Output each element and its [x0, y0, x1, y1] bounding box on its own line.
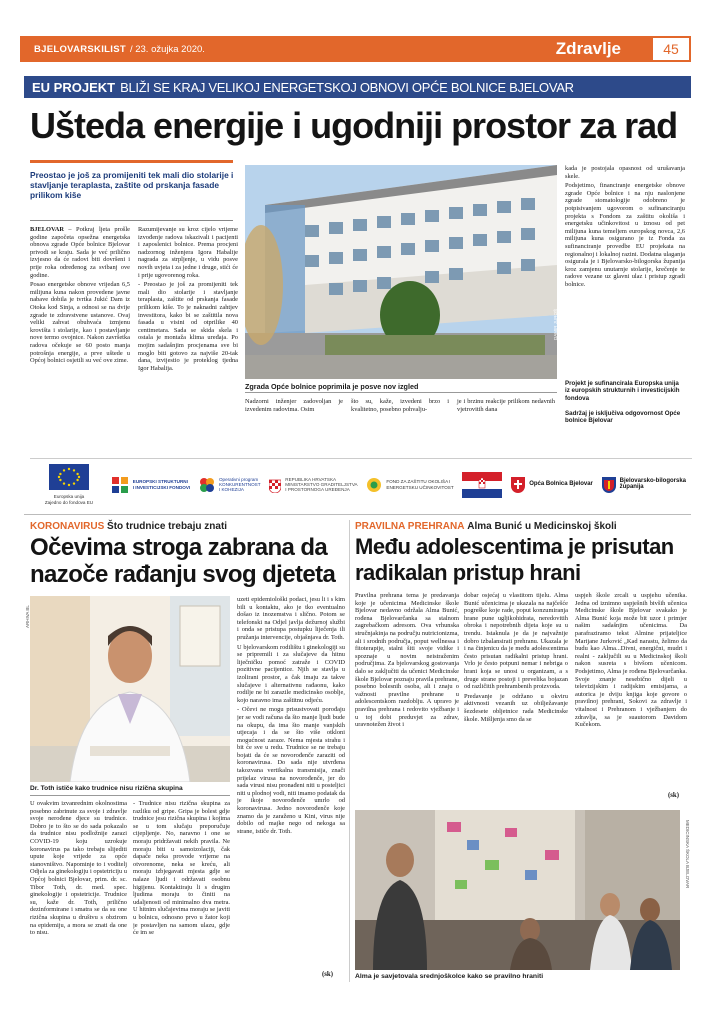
opk-text: Operativni program KONKURENTNOST I KOHEZIJA: [218, 476, 261, 493]
photo-caption: Zgrada Opće bolnice poprimila je posve nov izgled: [245, 382, 419, 391]
body-text: Razumijevanje su kroz cijelo vrijeme izvođenje radova iskazivali i pacijenti i zaposlenici bolnice. Prema procjeni nadzornog inženjera Igora Habalije nagrada za strpljenje, u vidu posve novih uvjeta i za jedne i druge, stići će i prije ugovorenog roka.: [138, 226, 238, 279]
article2-kicker: [30, 521, 345, 532]
article3-col-c: [575, 592, 687, 797]
classroom-photo: [355, 810, 680, 970]
funding-note: Projekt je sufinancirala Europska unija iz europskih strukturnih i investicijskih fondova: [565, 380, 680, 402]
article3-col-b: [464, 592, 568, 797]
issue-date: / 23. ožujka 2020.: [129, 43, 205, 55]
hospital-photo: [245, 165, 557, 379]
eu-flag-icon: [49, 464, 89, 490]
lead-rule-bottom: [30, 220, 233, 221]
bbz-text: Bjelovarsko-bilogorska županija: [619, 478, 686, 490]
doctor-image: [30, 596, 230, 782]
hospital-building-image: [245, 165, 557, 379]
article3-col-a: [355, 592, 459, 797]
esif-text: EUROPSKI STRUKTURNI I INVESTICIJSKI FONDOVI: [132, 479, 191, 490]
masthead: [20, 36, 691, 62]
caption-rule: [30, 795, 230, 796]
body-text: uspjeh škole zrcali u uspjehu učenika. Jedna od iznimno uspješnih bivših učenica Medicinske škole Bjelovar svakako je Alma Bunić koja može bit uzor i primjer našim sadašnjim učenicima. Da parafraziramo tekst Almine prijateljice Marijane Jurković „Kad narastu, želimo da budu kao Alma...Divni, energični, mudri i realni - zaključili su u Medicinskoj školi nakon susreta s bivšom učenicom. Podsjetimo, Alma je rođena Bjelovarčanka. Svoje znanje nesebično dijeli u televizijskim i radijskim emisijama, a autorica je dviju knjiga koje govore o pravilnoj prehrani, Sokovi za zdravlje i vitalnost i Prehranom i vježbanjem do zdravlja, sa je suautorom Davidom Kučekom.: [575, 592, 687, 729]
county-crest-icon: [602, 476, 616, 494]
caption-rule: [245, 392, 557, 393]
lead-rule: [30, 160, 233, 163]
classroom-image: [355, 810, 680, 970]
eu-logo-text: Europska unija Zajedno do fondova EU: [44, 494, 94, 505]
kicker-rest: Što trudnice trebaju znati: [107, 521, 228, 532]
logo-strip: [30, 458, 692, 510]
fzoeu-text: FOND ZA ZAŠTITU OKOLIŠA I ENERGETSKU UČINKOVITOST: [386, 479, 454, 490]
body-text: kada je postojala opasnost od urušavanja skele.: [565, 165, 685, 180]
paper-name: BJELOVARSKILIST: [34, 43, 126, 55]
article1-lead: Preostao je još za promijeniti tek mali dio stolarije i stavljanje teraplasta, zaštite od prskanja fasade prilikom kiše: [30, 170, 234, 200]
eu-logo: [36, 464, 102, 504]
classroom-photo-caption: Alma je savjetovala srednjoškolce kako se pravilno hraniti: [355, 973, 544, 980]
body-text: Pravilna prehrana tema je predavanja koje je učenicima Medicinske škole Bjelovar nedavno održala Alma Bunić, rođena Bjelovarčanka sa stalnom zagrebačkom adresom. Ova vrhunska stručnjakinja na području nutricionizma, ali i srodnih područja, poput wellnessa i fitoterapije, stalni šiti svoje vidike i spoznaje u novim neistraženim područjima. Za bjelovarskog gostovanja dalo se zaključiti da učenici Medicinske škole Bjelovar poznaju pravila prehrane, posebno bolesnih osoba, ali i znaju o važnosti pravilne prehrane u adolescentskom razdoblju. A upravo je pravilna prehrana i redovito vježbanje i u toj dobi preduvjet za zdrav, uravnotežen život i: [355, 592, 459, 729]
page-number: 45: [663, 41, 679, 57]
opk-logo: [199, 477, 261, 493]
body-text: U bjelovarskom rodilištu i ginekologiji su se pripremili i za slučajeve da hitnu liječničku pomoć zatraže i COVID pozitivne pacijentice. Njih se stavlja u izolirani prostor, a čak imaju za takve slučajeve i alternativnu rađaonu, kako rodilje ne bi zarazile medicinsko osoblje, kojo naravno ima zaštitnu odjeću.: [237, 643, 345, 704]
ministry-logo: [269, 477, 357, 493]
kicker-strong: EU PROJEKT: [32, 79, 116, 95]
dateline: BJELOVAR: [30, 226, 64, 233]
body-text: U ovakvim izvanrednim okolnostima posebno zabrinute za svoje i zdravlje svoje nerođene djece su trudnice. Dobro je to što se do sada pokazalo da trudnice nisu podložnije zarazi COVID-19 koju uzrokuje koronavirus pa tako trebaju slijediti upute koje vrijede za opće stanovništvo. Napominje to i voditelj Odjela za ginekologiju i opstetriciju u Općoj bolnici Bjelovar, prim. dr. sc. Tibor Toth, dr. med. spec. ginekologije i opstetricije. Trudnice su, kaže dr. Toth, prilično dezinformirane i smatra se da su one rizična skupina u društvu s obzirom na epidemiju, a mora se znati da one to nisu.: [30, 800, 127, 937]
responsibility-note: Sadržaj je isključiva odgovornost Opće bolnice Bjelovar: [565, 410, 681, 425]
article2-signature: (sk): [322, 971, 333, 978]
article2-headline: Očevima stroga zabrana da nazoče rađanju svog djeteta: [30, 534, 336, 588]
section-divider: [24, 514, 691, 515]
opk-icon: [199, 477, 215, 493]
croatian-flag-icon: [462, 472, 502, 498]
article2-col-b: [133, 800, 230, 980]
fzoeu-logo: [366, 477, 453, 493]
doctor-photo-credit: ARHIVA BL: [25, 605, 30, 628]
article2-col-a: [30, 800, 127, 980]
body-text: Posao energetske obnove vrijedan 6,5 milijuna kuna nakon provedene javne nabave dobila je tvrtka Jukić Dam iz Otoka kod Sinja, a odnosi se na dvije zgrade te zdravstvene ustanove. Ovaj veliki zahvat obuhvaća izmjenu krovišta i stolarije, kao i postavljanje nove termo ovojnice. Nakon završetka radova očekuje se 60 posto manja potrošnja energije, a prve uštede u Općoj bolnici osjetili su već ove zime.: [30, 281, 130, 365]
body-text: uzeti epidemiološki podaci, jesu li i s kim bili u kontaktu, ako je tko eventualno došao iz inozemstva i slično. Potom se telefonski na Odjel javlja dežurnoj službi i onda se pristupa postupku liječenja ili pružanja intervencije, objašnjava dr. Toth.: [237, 596, 345, 641]
kicker-strong: PRAVILNA PREHRANA: [355, 521, 465, 532]
croatian-coat-of-arms-icon: [269, 477, 281, 493]
body-text: Predavanje je održano u okviru aktivnosti vezanih uz obilježavanje šezdesete obljetnice rada Medicinske škole. Mišljenja smo da se: [464, 692, 568, 723]
article1-headline: Ušteda energije i ugodniji prostor za rad: [30, 105, 678, 146]
body-text: - Preostao je još za promijeniti tek mali dio stolarije i stavljanje teraplasta, zaštite od prskanja fasade prilikom kiše. To je naknadni zahtjev investitora, kako bi se zaštitila nova fasada u visini od otprilike 40 centimetara. Sada se skida skela i ostala je montaža klima uređaja. Po mojim sadašnjim procjenama sve bi moglo biti gotovo za najviše 20-tak dana, izvijestio je proteklog tjedna Igor Habalija.: [138, 281, 238, 372]
article1-body-right: [565, 165, 685, 375]
body-text: - Očevi ne mogu prisustvovati porođaju jer se vodi računa da što manje ljudi bude na okupu, da ima što manje vanjskih utjecaja i da se što više otkloni mogućnost zaraze. Nema mjesta strahu i bit će sve u redu. Trudnice se ne trebaju bojati da će se novorođenče zaraziti od koronavirusa. Do sada nije utvrđena takozvana vertikalna transmisija, znači prijelaz virusa na novorođenče, jer do sada virusi nisu pronađeni niti u posteljici niti u plodnoj vodi, niti imamo podatak da je ikoje novorođenče umrlo od koronavirusa. Jedno novorođenče koje znamo da je zaraženo u Kini, virus nije dobilo od majke nego od nekoga sa strane, ističe dr. Toth.: [237, 706, 345, 835]
body-text: što su, kaže, izvedeni brzo i kvalitetno, posebno pohvalju-: [351, 398, 449, 413]
kicker-strong: KORONAVIRUS: [30, 521, 105, 532]
esif-icon: [111, 476, 129, 494]
page-number-box: [651, 36, 691, 62]
article1-under-photo: [245, 398, 557, 454]
body-text: Podsjetimo, financiranje energetske obnove zgrade Opće bolnice i na nju naslonjene zgrade stomatologije odobreno je potpisivanjem ugovorom o sufinanciranju projekta s Fondom za zaštitu okoliša i energetsku učinkovitost u iznosu od pet milijuna kuna temeljem europskog novca, 2,6 milijuna kuna osigurano je iz Fonda za sufinanciranje provedbe EU projekata na regionalnoj i lokalnoj razini. Dodatna ulaganja osigurala je i Bjelovarsko-bilogorska županija kroz zamjenu unutarnje stolarije, krečenje te radove vezane uz glavni ulaz i pristup zgradi bolnice.: [565, 182, 685, 288]
section-title: Zdravlje: [555, 39, 621, 58]
classroom-photo-credit: MEDICINSKA ŠKOLA BJELOVAR: [685, 820, 690, 889]
body-text: - Trudnice nisu rizična skupina za razliku od gripe. Gripa je bolest gdje trudnice jesu rizična skupina i kojima se u tom slučaju preporučuje cijepljenje. No, naravno i one se moraju pridržavati nekih pravila. Ne moraju biti u samoizolaciji, čak dapače neka provode vrijeme na otvorenome, neka se kreću, ali moraju izbjegavati mjesta gdje se nalaze ljudi i održavati osobnu higijenu. Kontaktiraju li s drugim ljudima moraju to činiti na udaljenosti od minimalno dva metra. U hitnim slučajevima moraju se javiti u bolnicu, odnosno prvo u žator koji je postavljen na samom ulazu, gdje će im se: [133, 800, 230, 937]
body-text: – Potkraj ljeta prošle godine započeta opsežna energetska obnova zgrade Opće bolnice Bjelovar privodi se kraju. Sada je već prilično izvjesno da će radovi biti dovršeni i prije roka određenog za svibanj ove godine.: [30, 226, 130, 279]
obb-logo: [511, 476, 593, 494]
article3-signature: (sk): [668, 792, 679, 799]
esif-logo: [111, 476, 190, 494]
vertical-divider: [349, 520, 350, 982]
hospital-crest-icon: [511, 476, 525, 494]
body-text: Nadzorni inženjer zadovoljan je izvedenim radovima. Osim: [245, 398, 343, 413]
obb-text: Opća Bolnica Bjelovar: [529, 480, 593, 487]
article2-col-c: [237, 596, 345, 974]
doctor-photo: [30, 596, 230, 782]
body-text: dobar osjećaj u vlastitom tijelu. Alma Bunić učenicima je ukazala na najčešće pogreške koje rade, poput konzumiranja hrane pune ugljikohidrata, neredovitih obroka i nepotrebnih dijeta koje su u trendu. Istaknula je da je najvažnije dobro izbalansirati prehranu. Ukazala je i na činjenicu da je među adolescentima često prisutan radikalni pristup hrani. Vrlo je često potpuni nemar i nebriga o hrani koja se unosi u organizam, a s druge strane postoji i prevelika bojazan od različitih prehrambenih proizvoda.: [464, 592, 568, 691]
article1-kicker: [24, 76, 691, 98]
article1-body-left: [30, 226, 238, 452]
article3-headline: Među adolescentima je prisutan radikalan pristup hrani: [355, 534, 674, 585]
kicker-rest: Alma Bunić u Medicinskoj školi: [467, 521, 617, 532]
article3-kicker: [355, 521, 691, 532]
fzoeu-icon: [366, 477, 382, 493]
kicker-rest: BLIŽI SE KRAJ VELIKOJ ENERGETSKOJ OBNOVI OPĆE BOLNICE BJELOVAR: [120, 79, 574, 95]
ministry-text: REPUBLIKA HRVATSKA MINISTARSTVO GRADITELJSTVA I PROSTORNOGA UREĐENJA: [285, 476, 358, 493]
doctor-photo-caption: Dr. Toth ističe kako trudnice nisu rizična skupina: [30, 785, 183, 792]
bbz-logo: [602, 476, 686, 494]
photo-credit: DAMIR JUROŠ: [553, 308, 558, 340]
body-text: je i brzinu reakcije prilikom nedavnih vjetrovitih dana: [457, 398, 555, 413]
